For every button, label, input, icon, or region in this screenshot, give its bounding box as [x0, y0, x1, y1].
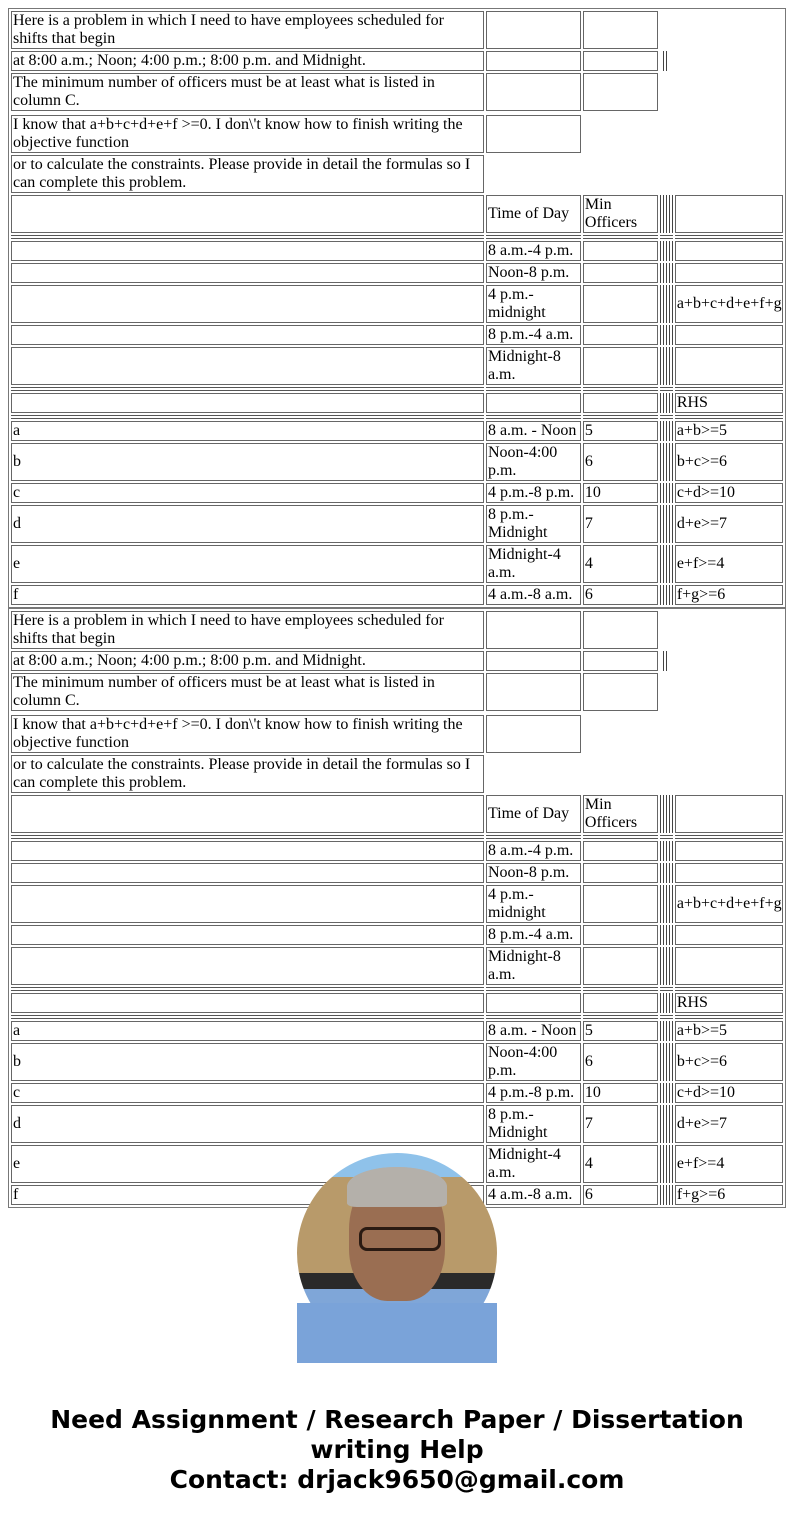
period-constraint: d+e>=7 [675, 505, 783, 543]
table-cell [583, 285, 658, 323]
table-cell [660, 925, 673, 945]
rhs-header: RHS [675, 993, 783, 1013]
promo-line-1: Need Assignment / Research Paper / Dissertation [50, 1405, 744, 1434]
table-cell [675, 841, 783, 861]
table-cell [660, 51, 673, 71]
separator-cell [11, 987, 484, 991]
period-min-officers: 4 [583, 545, 658, 583]
table-row [11, 795, 783, 833]
photo-glasses [359, 1227, 441, 1251]
table-cell [660, 755, 673, 793]
table-cell [660, 715, 673, 753]
table-cell [583, 651, 658, 671]
shift-time: Noon-8 p.m. [486, 263, 581, 283]
period-min-officers: 5 [583, 1021, 658, 1041]
intro-text: The minimum number of officers must be at least what is listed in column C. [11, 673, 484, 711]
separator-cell [675, 235, 783, 239]
spreadsheet-table-area [8, 8, 786, 1203]
table-cell [583, 325, 658, 345]
separator-cell [675, 987, 783, 991]
table-cell [583, 925, 658, 945]
table-cell [583, 393, 658, 413]
period-constraint: a+b>=5 [675, 1021, 783, 1041]
shift-time: 8 p.m.-4 a.m. [486, 325, 581, 345]
period-constraint: d+e>=7 [675, 1105, 783, 1143]
table-cell [675, 347, 783, 385]
table-cell [583, 155, 658, 193]
period-time: 4 a.m.-8 a.m. [486, 1185, 581, 1205]
period-min-officers: 5 [583, 421, 658, 441]
separator-cell [675, 835, 783, 839]
table-cell [675, 195, 783, 233]
separator-cell [583, 987, 658, 991]
separator-cell [660, 415, 673, 419]
separator-cell [486, 987, 581, 991]
table-cell [486, 611, 581, 649]
table-separator [11, 835, 783, 839]
period-variable: c [11, 1083, 484, 1103]
period-time: Noon-4:00 p.m. [486, 443, 581, 481]
table-cell [11, 393, 484, 413]
table-cell [660, 1021, 673, 1041]
table-row [11, 993, 783, 1013]
period-constraint: c+d>=10 [675, 1083, 783, 1103]
separator-cell [486, 835, 581, 839]
table-row [11, 325, 783, 345]
table-row [11, 1105, 783, 1143]
period-variable: a [11, 421, 484, 441]
table-cell [583, 947, 658, 985]
period-variable: c [11, 483, 484, 503]
period-min-officers: 6 [583, 443, 658, 481]
separator-cell [660, 235, 673, 239]
table-row [11, 263, 783, 283]
separator-cell [11, 835, 484, 839]
table-cell [486, 755, 581, 793]
header-time-of-day: Time of Day [486, 195, 581, 233]
shift-time: Midnight-8 a.m. [486, 347, 581, 385]
period-variable: f [11, 1185, 484, 1205]
period-min-officers: 6 [583, 1043, 658, 1081]
table-separator [11, 1015, 783, 1019]
table-cell [583, 673, 658, 711]
table-cell [660, 421, 673, 441]
period-constraint: e+f>=4 [675, 545, 783, 583]
period-time: Midnight-4 a.m. [486, 1145, 581, 1183]
table-cell [660, 393, 673, 413]
table-cell [11, 325, 484, 345]
rhs-header: RHS [675, 393, 783, 413]
period-min-officers: 4 [583, 1145, 658, 1183]
shift-time: 4 p.m.-midnight [486, 285, 581, 323]
intro-text: I know that a+b+c+d+e+f >=0. I don\'t know how to finish writing the objective function [11, 115, 484, 153]
period-constraint: b+c>=6 [675, 443, 783, 481]
table-cell [11, 263, 484, 283]
objective-function: a+b+c+d+e+f+g [675, 885, 783, 923]
period-constraint: b+c>=6 [675, 1043, 783, 1081]
table-row [11, 483, 783, 503]
table-cell [11, 241, 484, 261]
table-cell [660, 325, 673, 345]
table-cell [675, 755, 783, 793]
table-cell [660, 73, 673, 111]
table-cell [11, 841, 484, 861]
period-min-officers: 10 [583, 483, 658, 503]
period-variable: b [11, 1043, 484, 1081]
table-cell [660, 795, 673, 833]
table-row [11, 947, 783, 985]
period-time: 8 p.m.-Midnight [486, 505, 581, 543]
period-time: 4 p.m.-8 p.m. [486, 1083, 581, 1103]
table-row [11, 585, 783, 605]
table-row [11, 715, 783, 753]
separator-cell [660, 987, 673, 991]
shift-time: Noon-8 p.m. [486, 863, 581, 883]
table-row [11, 545, 783, 583]
separator-cell [675, 387, 783, 391]
table-cell [660, 11, 673, 49]
table-cell [675, 263, 783, 283]
table-cell [660, 947, 673, 985]
table-cell [583, 885, 658, 923]
table-cell [660, 651, 673, 671]
schedule-table [8, 608, 786, 1208]
table-cell [660, 155, 673, 193]
table-cell [675, 51, 783, 71]
period-variable: b [11, 443, 484, 481]
table-row [11, 11, 783, 49]
photo-hair-top [347, 1167, 447, 1207]
table-cell [660, 1185, 673, 1205]
separator-cell [583, 835, 658, 839]
table-cell [660, 263, 673, 283]
table-cell [583, 755, 658, 793]
table-cell [660, 241, 673, 261]
table-cell [11, 885, 484, 923]
table-cell [675, 241, 783, 261]
table-row [11, 925, 783, 945]
table-row [11, 421, 783, 441]
table-cell [660, 841, 673, 861]
intro-text: or to calculate the constraints. Please provide in detail the formulas so I can complete this problem. [11, 155, 484, 193]
table-cell [583, 51, 658, 71]
separator-cell [486, 235, 581, 239]
table-row [11, 505, 783, 543]
table-row [11, 241, 783, 261]
table-cell [660, 195, 673, 233]
table-cell [675, 325, 783, 345]
separator-cell [675, 415, 783, 419]
table-cell [583, 841, 658, 861]
shift-time: 8 a.m.-4 p.m. [486, 241, 581, 261]
table-cell [675, 863, 783, 883]
table-cell [486, 993, 581, 1013]
intro-text: Here is a problem in which I need to have employees scheduled for shifts that begin [11, 611, 484, 649]
author-photo [297, 1153, 497, 1353]
table-cell [11, 795, 484, 833]
table-cell [660, 673, 673, 711]
table-cell [11, 195, 484, 233]
table-cell [675, 611, 783, 649]
table-cell [660, 611, 673, 649]
table-cell [486, 11, 581, 49]
table-cell [583, 863, 658, 883]
table-cell [583, 715, 658, 753]
separator-cell [486, 415, 581, 419]
period-variable: d [11, 1105, 484, 1143]
intro-text: at 8:00 a.m.; Noon; 4:00 p.m.; 8:00 p.m. and Midnight. [11, 51, 484, 71]
table-cell [486, 673, 581, 711]
separator-cell [11, 387, 484, 391]
table-row [11, 1021, 783, 1041]
table-row [11, 755, 783, 793]
promo-line-2: writing Help [310, 1435, 484, 1464]
promo-contact: Contact: drjack9650@gmail.com [169, 1465, 625, 1494]
table-cell [660, 1105, 673, 1143]
shift-time: 8 a.m.-4 p.m. [486, 841, 581, 861]
table-cell [583, 241, 658, 261]
table-cell [660, 545, 673, 583]
table-cell [486, 393, 581, 413]
period-time: 8 a.m. - Noon [486, 421, 581, 441]
table-cell [486, 715, 581, 753]
period-constraint: a+b>=5 [675, 421, 783, 441]
table-cell [11, 347, 484, 385]
period-time: 4 a.m.-8 a.m. [486, 585, 581, 605]
table-row [11, 651, 783, 671]
table-row [11, 611, 783, 649]
shift-time: 8 p.m.-4 a.m. [486, 925, 581, 945]
table-row [11, 347, 783, 385]
table-cell [660, 863, 673, 883]
table-cell [486, 115, 581, 153]
table-cell [660, 115, 673, 153]
period-constraint: f+g>=6 [675, 1185, 783, 1205]
period-min-officers: 7 [583, 1105, 658, 1143]
header-min-officers: Min Officers [583, 195, 658, 233]
table-cell [675, 651, 783, 671]
table-cell [675, 673, 783, 711]
period-time: 8 p.m.-Midnight [486, 1105, 581, 1143]
table-row [11, 393, 783, 413]
table-cell [11, 285, 484, 323]
table-row [11, 841, 783, 861]
separator-cell [660, 387, 673, 391]
table-cell [675, 947, 783, 985]
table-cell [486, 73, 581, 111]
shift-time: 4 p.m.-midnight [486, 885, 581, 923]
period-variable: a [11, 1021, 484, 1041]
period-time: Noon-4:00 p.m. [486, 1043, 581, 1081]
table-cell [675, 11, 783, 49]
period-variable: f [11, 585, 484, 605]
table-cell [675, 73, 783, 111]
table-cell [11, 925, 484, 945]
separator-cell [583, 387, 658, 391]
table-cell [660, 885, 673, 923]
intro-text: at 8:00 a.m.; Noon; 4:00 p.m.; 8:00 p.m. and Midnight. [11, 651, 484, 671]
table-cell [583, 993, 658, 1013]
table-cell [675, 715, 783, 753]
table-cell [660, 1043, 673, 1081]
table-row [11, 73, 783, 111]
period-variable: e [11, 545, 484, 583]
table-cell [660, 1145, 673, 1183]
period-time: 4 p.m.-8 p.m. [486, 483, 581, 503]
separator-cell [11, 415, 484, 419]
table-cell [660, 443, 673, 481]
table-row [11, 115, 783, 153]
table-cell [583, 347, 658, 385]
table-row [11, 51, 783, 71]
table-cell [660, 993, 673, 1013]
photo-shirt [297, 1303, 497, 1363]
table-separator [11, 387, 783, 391]
separator-cell [583, 235, 658, 239]
intro-text: Here is a problem in which I need to have employees scheduled for shifts that begin [11, 11, 484, 49]
period-time: 8 a.m. - Noon [486, 1021, 581, 1041]
table-cell [675, 155, 783, 193]
table-cell [660, 483, 673, 503]
table-cell [583, 115, 658, 153]
table-cell [583, 11, 658, 49]
period-min-officers: 7 [583, 505, 658, 543]
table-cell [675, 115, 783, 153]
table-cell [583, 73, 658, 111]
header-min-officers: Min Officers [583, 795, 658, 833]
period-min-officers: 10 [583, 1083, 658, 1103]
schedule-table [8, 8, 786, 608]
table-cell [660, 585, 673, 605]
table-row [11, 1083, 783, 1103]
period-min-officers: 6 [583, 585, 658, 605]
table-cell [11, 993, 484, 1013]
table-row [11, 673, 783, 711]
table-row [11, 1043, 783, 1081]
table-cell [660, 347, 673, 385]
table-cell [583, 263, 658, 283]
table-cell [660, 1083, 673, 1103]
table-separator [11, 415, 783, 419]
period-constraint: e+f>=4 [675, 1145, 783, 1183]
table-row [11, 863, 783, 883]
header-time-of-day: Time of Day [486, 795, 581, 833]
separator-cell [660, 1015, 673, 1019]
separator-cell [11, 1015, 484, 1019]
period-variable: d [11, 505, 484, 543]
table-cell [486, 155, 581, 193]
separator-cell [675, 1015, 783, 1019]
intro-text: The minimum number of officers must be at least what is listed in column C. [11, 73, 484, 111]
separator-cell [660, 835, 673, 839]
separator-cell [486, 1015, 581, 1019]
table-cell [583, 611, 658, 649]
table-cell [675, 925, 783, 945]
table-separator [11, 987, 783, 991]
table-row [11, 443, 783, 481]
separator-cell [583, 415, 658, 419]
table-cell [11, 947, 484, 985]
period-min-officers: 6 [583, 1185, 658, 1205]
table-row [11, 285, 783, 323]
table-cell [11, 863, 484, 883]
period-constraint: c+d>=10 [675, 483, 783, 503]
objective-function: a+b+c+d+e+f+g [675, 285, 783, 323]
separator-cell [11, 235, 484, 239]
table-cell [660, 285, 673, 323]
intro-text: or to calculate the constraints. Please provide in detail the formulas so I can complete this problem. [11, 755, 484, 793]
period-time: Midnight-4 a.m. [486, 545, 581, 583]
shift-time: Midnight-8 a.m. [486, 947, 581, 985]
separator-cell [486, 387, 581, 391]
table-cell [486, 651, 581, 671]
table-cell [675, 795, 783, 833]
table-row [11, 155, 783, 193]
period-variable: e [11, 1145, 484, 1183]
table-cell [486, 51, 581, 71]
intro-text: I know that a+b+c+d+e+f >=0. I don\'t know how to finish writing the objective function [11, 715, 484, 753]
table-row [11, 195, 783, 233]
table-cell [660, 505, 673, 543]
table-row [11, 885, 783, 923]
period-constraint: f+g>=6 [675, 585, 783, 605]
table-separator [11, 235, 783, 239]
separator-cell [583, 1015, 658, 1019]
